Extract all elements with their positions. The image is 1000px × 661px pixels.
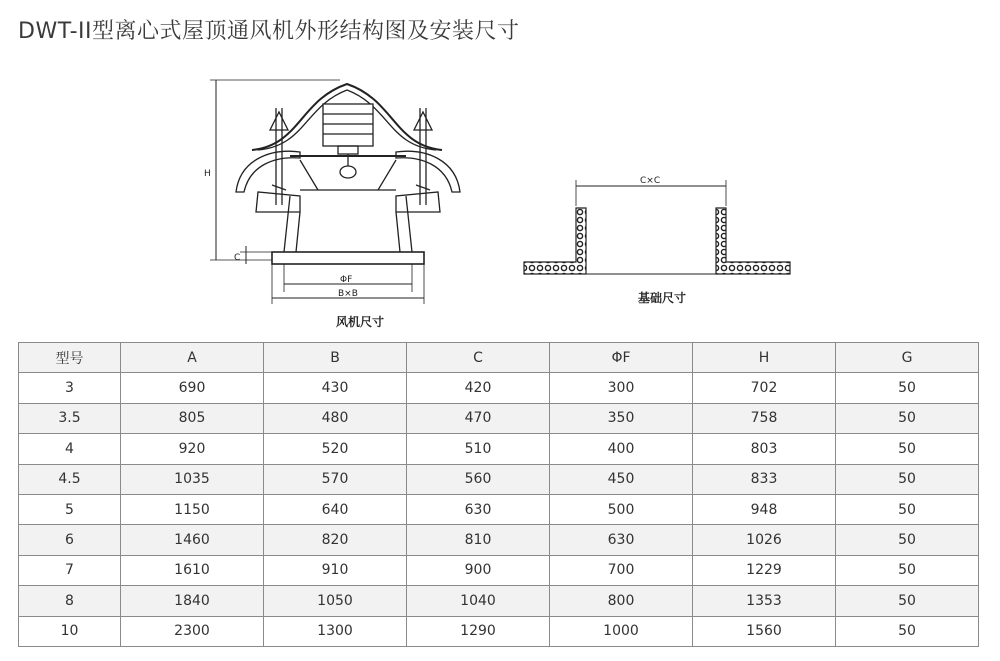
table-cell: 1290 [407, 616, 550, 646]
table-cell: 50 [836, 464, 979, 494]
table-header-row [19, 343, 979, 373]
table-cell: 400 [550, 434, 693, 464]
table-row [19, 525, 979, 555]
table-cell: 1035 [121, 464, 264, 494]
header-a: A [121, 343, 264, 373]
label-h: H [204, 169, 211, 179]
table-cell: 758 [693, 403, 836, 433]
table-cell: 570 [264, 464, 407, 494]
table-cell: 702 [693, 373, 836, 403]
table-cell: 10 [19, 616, 121, 646]
table-row [19, 434, 979, 464]
table-cell: 800 [550, 586, 693, 616]
fan-caption: 风机尺寸 [336, 315, 385, 329]
table-cell: 50 [836, 403, 979, 433]
table-cell: 803 [693, 434, 836, 464]
table-cell: 520 [264, 434, 407, 464]
header-model: 型号 [19, 343, 121, 373]
table-cell: 50 [836, 494, 979, 524]
table-cell: 1460 [121, 525, 264, 555]
table-cell: 420 [407, 373, 550, 403]
table-cell: 5 [19, 494, 121, 524]
foundation-section [524, 180, 790, 274]
table-cell: 948 [693, 494, 836, 524]
table-cell: 50 [836, 434, 979, 464]
table-cell: 820 [264, 525, 407, 555]
table-cell: 430 [264, 373, 407, 403]
fan-drawing [0, 60, 1000, 340]
table-cell: 1300 [264, 616, 407, 646]
table-cell: 4 [19, 434, 121, 464]
table-cell: 4.5 [19, 464, 121, 494]
table-row [19, 555, 979, 585]
header-h: H [693, 343, 836, 373]
table-row [19, 373, 979, 403]
table-cell: 50 [836, 525, 979, 555]
table-cell: 50 [836, 373, 979, 403]
table-cell: 8 [19, 586, 121, 616]
fan-elevation [210, 80, 460, 304]
table-cell: 1050 [264, 586, 407, 616]
table-cell: 7 [19, 555, 121, 585]
table-cell: 810 [407, 525, 550, 555]
table-cell: 350 [550, 403, 693, 433]
base-caption: 基础尺寸 [638, 291, 687, 305]
table-cell: 2300 [121, 616, 264, 646]
header-c: C [407, 343, 550, 373]
label-cxc: C×C [640, 176, 661, 186]
header-g: G [836, 343, 979, 373]
table-cell: 910 [264, 555, 407, 585]
table-cell: 1150 [121, 494, 264, 524]
table-row [19, 616, 979, 646]
table-cell: 50 [836, 586, 979, 616]
table-cell: 50 [836, 616, 979, 646]
table-cell: 3.5 [19, 403, 121, 433]
table-cell: 805 [121, 403, 264, 433]
table-cell: 1353 [693, 586, 836, 616]
table-cell: 3 [19, 373, 121, 403]
table-cell: 50 [836, 555, 979, 585]
table-cell: 1229 [693, 555, 836, 585]
table-cell: 1610 [121, 555, 264, 585]
table-cell: 700 [550, 555, 693, 585]
table-cell: 300 [550, 373, 693, 403]
table-cell: 510 [407, 434, 550, 464]
table-cell: 1560 [693, 616, 836, 646]
table-cell: 1040 [407, 586, 550, 616]
table-cell: 690 [121, 373, 264, 403]
table-row [19, 494, 979, 524]
table-cell: 560 [407, 464, 550, 494]
header-b: B [264, 343, 407, 373]
table-cell: 833 [693, 464, 836, 494]
table-cell: 470 [407, 403, 550, 433]
label-bxb: B×B [338, 289, 358, 299]
table-cell: 1000 [550, 616, 693, 646]
table-row [19, 586, 979, 616]
table-row [19, 464, 979, 494]
table-cell: 920 [121, 434, 264, 464]
table-row [19, 403, 979, 433]
table-cell: 630 [550, 525, 693, 555]
table-cell: 1840 [121, 586, 264, 616]
table-cell: 500 [550, 494, 693, 524]
table-cell: 630 [407, 494, 550, 524]
label-phi-f: ΦF [340, 275, 353, 285]
spec-table [18, 342, 979, 647]
label-c: C [234, 253, 241, 263]
table-cell: 900 [407, 555, 550, 585]
table-cell: 1026 [693, 525, 836, 555]
table-cell: 480 [264, 403, 407, 433]
table-cell: 640 [264, 494, 407, 524]
header-phi-f: ΦF [550, 343, 693, 373]
page-title: DWT-II型离心式屋顶通风机外形结构图及安装尺寸 [18, 19, 520, 44]
table-cell: 450 [550, 464, 693, 494]
table-cell: 6 [19, 525, 121, 555]
